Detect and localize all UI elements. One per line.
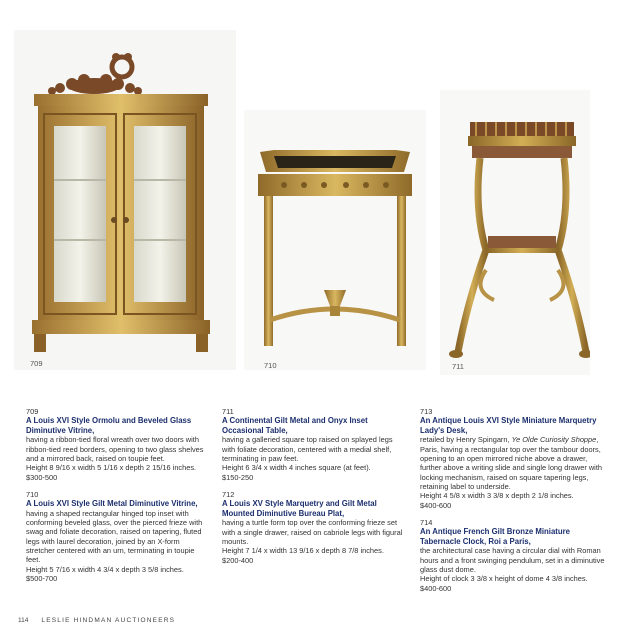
lot-number: 714: [420, 517, 433, 527]
lot-description: the architectural case having a circular dial with Roman hours and a front swinging pendulum, set in a diminutive glass dust dome.: [420, 546, 605, 574]
lot-title: A Continental Gilt Metal and Onyx Inset Occasional Table,: [222, 416, 368, 435]
gilt-vitrine-illustration: [244, 110, 426, 370]
lot-dimensions: Height 5 7/16 x width 4 3/4 x depth 3 5/8 inches.: [26, 564, 184, 574]
lot-dimensions: Height 8 9/16 x width 5 1/16 x depth 2 15/16 inches.: [26, 463, 197, 473]
lot-dimensions: Height 7 1/4 x width 13 9/16 x depth 8 7/8 inches.: [222, 546, 384, 556]
lot-description: [420, 435, 610, 491]
photo-lot-label-710: 710: [264, 361, 277, 370]
lot-title: A Louis XVI Style Gilt Metal Diminutive Vitrine,: [26, 499, 198, 509]
lot-estimate: $500-700: [26, 573, 58, 583]
lot-number: 711: [222, 407, 234, 416]
lot-estimate: $300-500: [26, 472, 58, 482]
page-footer: [18, 617, 175, 624]
photo-gilt-vitrine: [244, 110, 426, 370]
lot-number: 713: [420, 407, 433, 416]
lot-description-part: , Paris, having a rectangular top over the tambour doors, opening to an open mirrored niche above a drawer, further above a writing slide and single long drawer with locking mechanism, raised on square tapering legs, retaining label to underside.: [420, 435, 602, 491]
text-column-middle: [222, 407, 404, 573]
lot-title: A Louis XVI Style Ormolu and Beveled Glass Diminutive Vitrine,: [26, 416, 192, 435]
lot-title: An Antique Louis XVI Style Miniature Marquetry Lady's Desk,: [420, 416, 597, 435]
occasional-table-illustration: [440, 90, 590, 375]
lot-entry-709: [26, 407, 206, 482]
lot-number: 710: [26, 489, 39, 499]
lot-dimensions: Height 4 5/8 x width 3 3/8 x depth 2 1/8 inches.: [420, 491, 574, 501]
lot-entry-710: [26, 490, 206, 583]
lot-dimensions: Height of clock 3 3/8 x height of dome 4 3/8 inches.: [420, 574, 588, 584]
lot-title: An Antique French Gilt Bronze Miniature Tabernacle Clock, Roi a Paris,: [420, 527, 571, 546]
lot-estimate: $150-250: [222, 472, 254, 482]
lot-estimate: $400-600: [420, 500, 452, 510]
lot-entry-712: [222, 490, 404, 565]
text-column-right: [420, 407, 610, 601]
photo-occasional-table: [440, 90, 590, 375]
lot-description: having a shaped rectangular hinged top inset with conforming beveled glass, over the pierced frieze with swag and foliate decoration, raised on tapering, fluted legs with laurel decoration, joined by an X-form stretcher centered with an urn, terminating in toupie feet.: [26, 508, 203, 565]
photo-lot-label-709: 709: [30, 359, 43, 368]
lot-estimate: $400-600: [420, 583, 452, 593]
photo-vitrine: [14, 30, 236, 370]
lot-entry-714: [420, 518, 610, 593]
lot-description: having a turtle form top over the conforming frieze set with a single drawer, raised on cabriole legs with figural mounts.: [222, 518, 403, 547]
photo-lot-label-711: 711: [452, 362, 464, 371]
lot-description-part: retailed by Henry Spingarn,: [420, 435, 512, 445]
text-column-left: [26, 407, 206, 591]
publisher-name: LESLIE HINDMAN AUCTIONEERS: [41, 617, 176, 624]
lot-estimate: $200-400: [222, 555, 254, 565]
lot-title: A Louis XV Style Marquetry and Gilt Metal Mounted Diminutive Bureau Plat,: [222, 499, 377, 518]
lot-description: having a ribbon-tied floral wreath over two doors with ribbon-tied reed borders, opening to two glass shelves and a mirrored back, raised on toupie feet.: [26, 435, 204, 464]
shop-name: Ye Olde Curiosity Shoppe: [511, 435, 597, 445]
lot-entry-713: [420, 407, 610, 510]
lot-number: 709: [26, 407, 39, 416]
page-number: 114: [18, 617, 29, 624]
vitrine-illustration: [14, 30, 236, 370]
lot-description: having a galleried square top raised on splayed legs with foliate decoration, centered with a medial shelf, terminating in paw feet.: [222, 435, 393, 464]
lot-dimensions: Height 6 3/4 x width 4 inches square (at feet).: [222, 463, 371, 473]
lot-entry-711: [222, 407, 404, 482]
lot-number: 712: [222, 489, 235, 499]
